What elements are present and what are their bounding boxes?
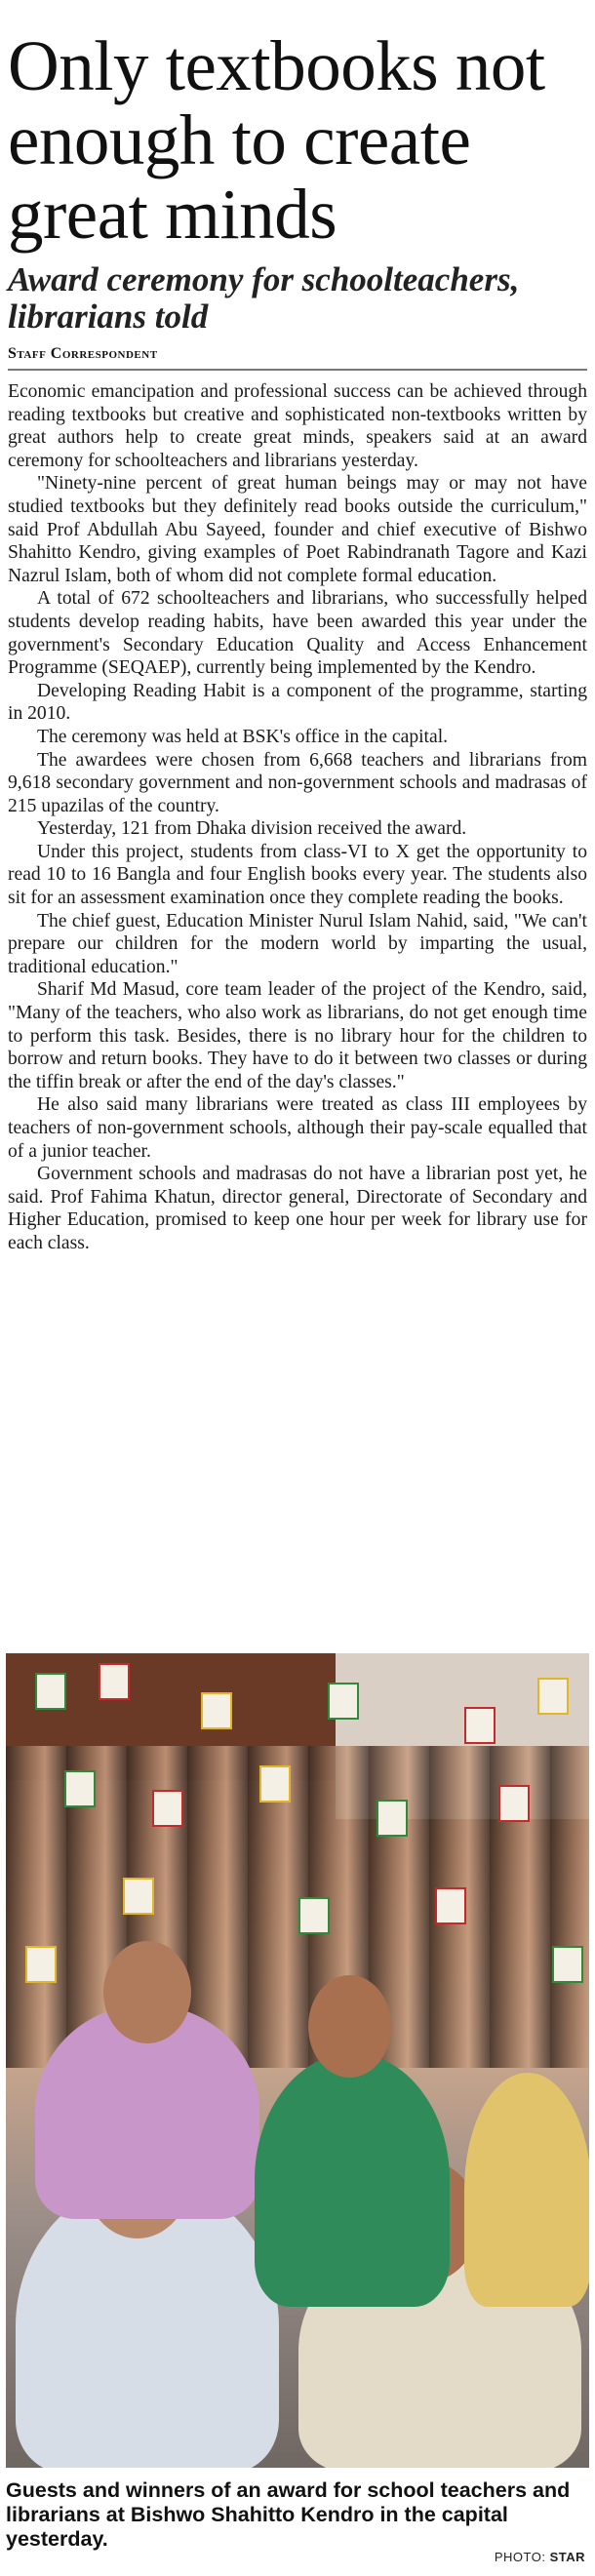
paragraph: "Ninety-nine percent of great human beings may or may not have studied textbooks but they definitely read books outside the curriculum," said Prof Abdullah Abu Sayeed, founder and chief executive of Bishwo Shahitto Kendro, giving examples of Poet Rabindranath Tagore and Kazi Nazrul Islam, both of whom did not complete formal education. (8, 473, 587, 586)
award-card (552, 1946, 583, 1983)
paragraph: The ceremony was held at BSK's office in the capital. (37, 726, 449, 747)
paragraph: Economic emancipation and professional success can be achieved through reading textbooks but creative and sophisticated non-textbooks written by great authors help to create great minds, speakers said at an award ceremony for schoolteachers and librarians yesterday. (8, 381, 587, 471)
award-card (35, 1673, 66, 1710)
divider-rule (8, 369, 587, 371)
award-card (201, 1692, 232, 1729)
paragraph: He also said many librarians were treated as class III employees by teachers of non-government schools, although their pay-scale equalled that of a junior teacher. (8, 1094, 587, 1162)
photo-credit-label: PHOTO: (494, 2550, 546, 2564)
award-card (123, 1878, 154, 1915)
paragraph: Yesterday, 121 from Dhaka division received the award. (37, 818, 467, 840)
award-card (377, 1800, 408, 1837)
article-body (8, 380, 587, 1255)
byline: Staff Correspondent (8, 345, 158, 362)
photo-caption: Guests and winners of an award for school teachers and librarians at Bishwo Shahitto Kendro in the capital yesterday. (6, 2478, 571, 2551)
award-card (152, 1790, 183, 1827)
paragraph: A total of 672 schoolteachers and librarians, who successfully helped students develop reading habits, have been awarded this year under the government's Secondary Education Quality and Access Enhancement Programme (SEQAEP), currently being implemented by the Kendro. (8, 588, 587, 679)
award-card (328, 1683, 359, 1720)
headline: Only textbooks not enough to create great minds (8, 26, 545, 254)
paragraph: Under this project, students from class-VI to X get the opportunity to read 10 to 16 Bangla and four English books every year. The students also sit for an assessment examination once they complete reading the books. (8, 841, 587, 909)
photo-credit (495, 2550, 585, 2564)
paragraph: Sharif Md Masud, core team leader of the project of the Kendro, said, "Many of the teachers, who also work as librarians, do not get enough time to perform this task. Besides, there is no library hour for the children to borrow and return books. They have to do it between two classes or during the tiffin break or after the end of the day's classes." (8, 979, 587, 1092)
award-card (498, 1785, 530, 1822)
event-photo (6, 1653, 589, 2468)
paragraph: The chief guest, Education Minister Nurul Islam Nahid, said, "We can't prepare our children for the modern world by imparting the usual, traditional education." (8, 910, 587, 977)
person-head (308, 1975, 391, 2078)
photo-credit-source: STAR (549, 2550, 585, 2564)
paragraph: Developing Reading Habit is a component of the programme, starting in 2010. (8, 680, 587, 725)
award-card (464, 1707, 496, 1744)
subheadline: Award ceremony for schoolteachers, librarians told (8, 260, 520, 336)
award-card (99, 1663, 130, 1700)
award-card (435, 1887, 466, 1924)
award-card (64, 1770, 96, 1807)
award-card (537, 1678, 569, 1715)
award-card (298, 1897, 330, 1934)
award-card (259, 1765, 291, 1803)
award-card (25, 1946, 57, 1983)
person-head (103, 1941, 191, 2043)
paragraph: Government schools and madrasas do not have a librarian post yet, he said. Prof Fahima Khatun, director general, Directorate of Secondary and Higher Education, promised to keep one hour per week for library use for each class. (8, 1164, 587, 1253)
person-seated (464, 2073, 589, 2307)
paragraph: The awardees were chosen from 6,668 teachers and librarians from 9,618 secondary government and non-government schools and madrasas of 215 upazilas of the country. (8, 749, 587, 816)
person-seated (255, 2053, 450, 2307)
